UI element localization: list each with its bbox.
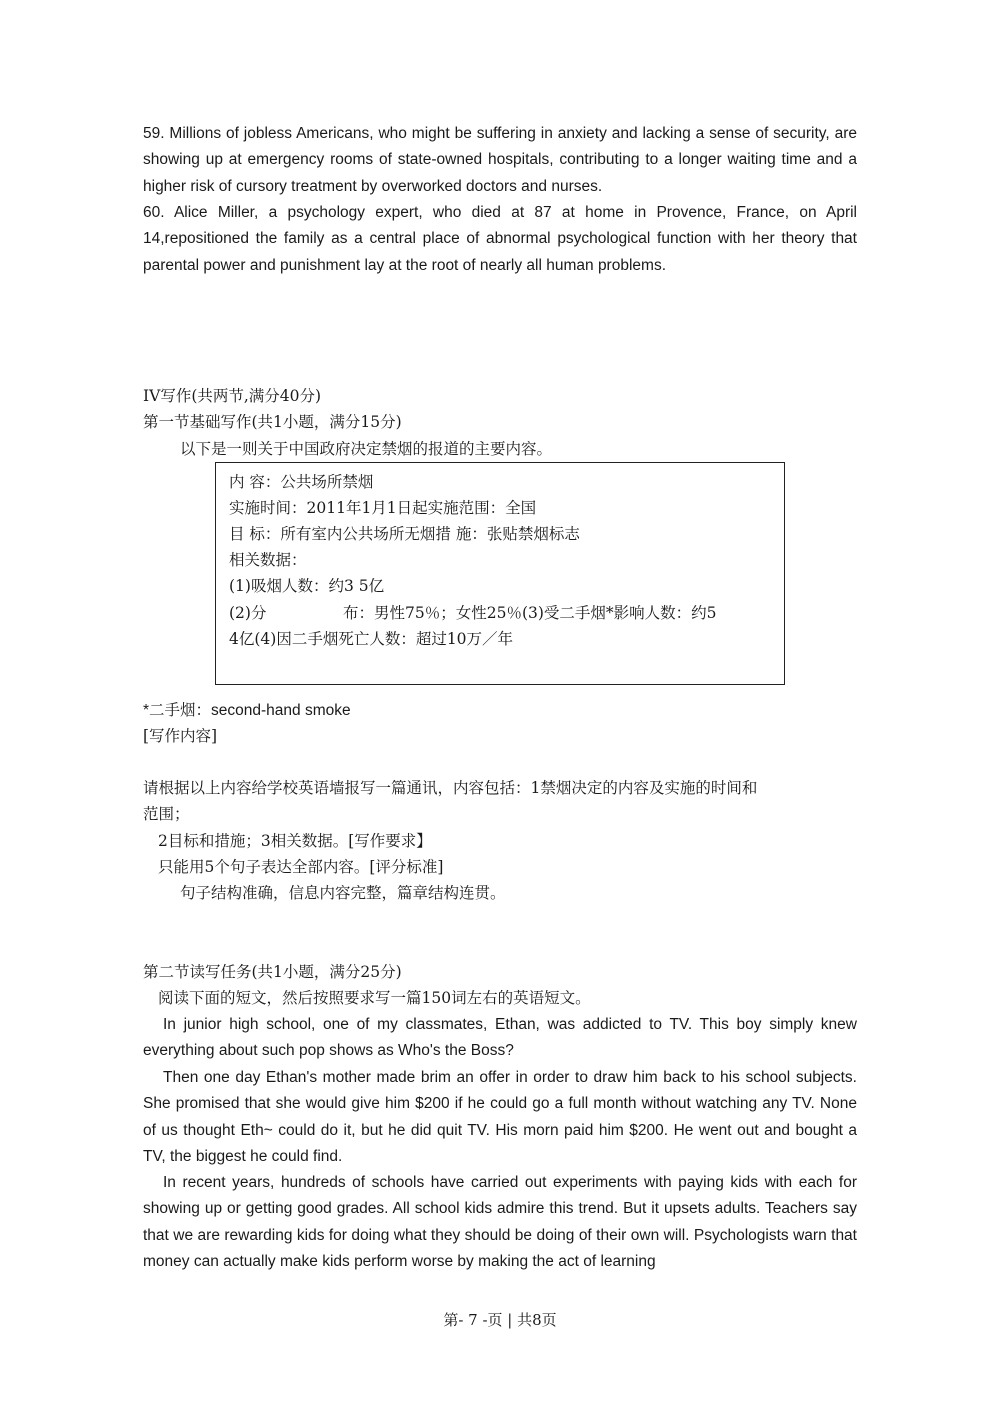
writing-heading: IV写作(共两节,满分40分) [143, 387, 322, 405]
smoking-ban-info-box [215, 462, 785, 685]
box-line-smokers: (1)吸烟人数：约3 5亿 [229, 577, 385, 595]
box-line-content: 内 容：公共场所禁烟 [229, 473, 374, 491]
instruction-line-2: 范围； [143, 805, 190, 823]
passage-paragraph-1: In junior high school, one of my classmates, Ethan, was addicted to TV. This boy simply knew everything about such pop shows as Who's the Boss? [143, 1016, 857, 1060]
translation-item-59: 59. Millions of jobless Americans, who might be suffering in anxiety and lacking a sense of security, are showing up at emergency rooms of state-owned hospitals, contributing to a longer waiting time and a higher risk of cursory treatment by overworked doctors and nurses. [143, 125, 857, 195]
box-line-deaths: 4亿(4)因二手烟死亡人数：超过10万／年 [229, 630, 514, 648]
footnote: *二手烟：second-hand smoke [143, 702, 351, 719]
box-line-distribution-label: (2)分 [229, 604, 267, 622]
section1-intro: 以下是一则关于中国政府决定禁烟的报道的主要内容。 [180, 440, 553, 458]
section2-intro: 阅读下面的短文，然后按照要求写一篇150词左右的英语短文。 [158, 989, 591, 1007]
box-line-data-label: 相关数据： [229, 551, 307, 569]
passage-paragraph-2: Then one day Ethan's mother made brim an offer in order to draw him back to his school subjects. She promised that she would give him $200 if he could go a full month without watching any TV. None of us thought Eth~ could do it, but he did quit TV. His morn paid him $200. He went out and bought a TV, the biggest he could find. [143, 1069, 857, 1165]
box-line-distribution: 布：男性75％；女性25％(3)受二手烟*影响人数：约5 [343, 604, 717, 622]
content-label: [写作内容] [143, 727, 218, 745]
box-line-target: 目 标：所有室内公共场所无烟措 施：张贴禁烟标志 [229, 525, 580, 543]
section1-heading: 第一节基础写作(共1小题，满分15分) [143, 413, 402, 431]
instruction-line-3: 2目标和措施；3相关数据。[写作要求】 [158, 832, 432, 850]
box-line-time: 实施时间：2011年1月1日起实施范围：全国 [229, 499, 537, 517]
instruction-line-1: 请根据以上内容给学校英语墙报写一篇通讯，内容包括：1禁烟决定的内容及实施的时间和 [143, 779, 758, 797]
passage-paragraph-3: In recent years, hundreds of schools have carried out experiments with paying kids with each for showing up or getting good grades. All school kids admire this trend. But it upsets adults. Teachers say that we are rewarding kids for doing what they should be doing of their own will. Psychologists warn that money can actually make kids perform worse by making the act of learning [143, 1174, 857, 1270]
instruction-line-5: 句子结构准确，信息内容完整，篇章结构连贯。 [180, 884, 506, 902]
instruction-line-4: 只能用5个句子表达全部内容。[评分标准] [158, 858, 444, 876]
translation-item-60: 60. Alice Miller, a psychology expert, who died at 87 at home in Provence, France, on April 14,repositioned the family as a central place of abnormal psychological function with her theory that parental power and punishment lay at the root of nearly all human problems. [143, 204, 857, 274]
section2-heading: 第二节读写任务(共1小题，满分25分) [143, 963, 402, 981]
page-footer: 第- 7 -页 | 共8页 [443, 1311, 557, 1329]
